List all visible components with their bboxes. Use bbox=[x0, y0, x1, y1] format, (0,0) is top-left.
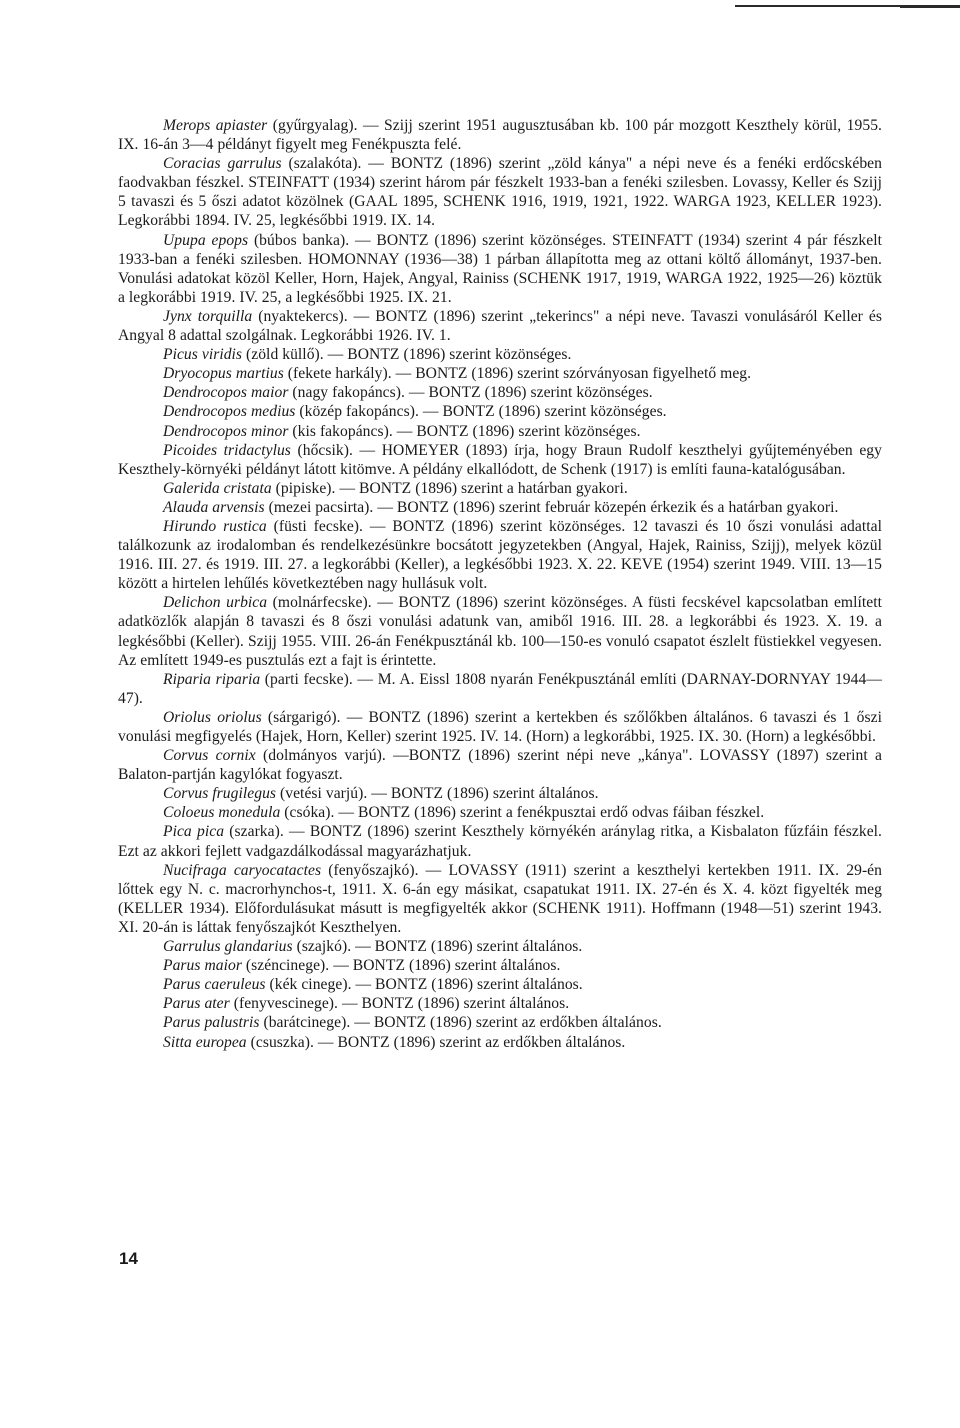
entry-text: (sárgarigó). — BONTZ (1896) szerint a kertekben és szőlőkben általános. 6 tavaszi és 1 őszi vonulási megfigyelés (Hajek, Horn, Keller) szerint 1925. IV. 14. (Horn) a legkorábbi, 1925. IX. 30. (Horn) a legkésőbbi. bbox=[118, 708, 882, 745]
entry-delichon-urbica bbox=[118, 593, 882, 669]
entry-dendrocopos-maior bbox=[118, 383, 882, 402]
species-name: Galerida cristata bbox=[163, 479, 272, 497]
entry-dendrocopos-minor bbox=[118, 422, 882, 441]
entry-text: (gyűrgyalag). — Szijj szerint 1951 augusztusában kb. 100 pár mozgott Keszthely körül, 1955. IX. 16-án 3—4 példányt figyelt meg Fenékpuszta felé. bbox=[118, 117, 882, 154]
entry-garrulus-glandarius bbox=[118, 937, 882, 956]
species-name: Dryocopus martius bbox=[163, 365, 284, 383]
entry-text: (kis fakopáncs). — BONTZ (1896) szerint közönséges. bbox=[288, 422, 641, 440]
species-name: Parus ater bbox=[163, 995, 230, 1013]
entry-picoides-tridactylus bbox=[118, 441, 882, 479]
entry-text: (szalakóta). — BONTZ (1896) szerint „zöld kánya" a népi neve és a fenéki erdőcskében faodvakban fészkel. STEINFATT (1934) szerint három pár fészkelt 1933-ban a fenéki szilesben. Lovassy, Keller és Szijj 5 tavaszi és 5 őszi adatot közölnek (GAAL 1895, SCHENK 1916, 1919, 1921, 1922. WARGA 1923, KELLER 1923). Legkorábbi 1894. IV. 25, legkésőbbi 1919. IX. 14. bbox=[118, 155, 882, 230]
entry-coracias-garrulus bbox=[118, 154, 882, 230]
entry-parus-caeruleus bbox=[118, 975, 882, 994]
entry-corvus-cornix bbox=[118, 746, 882, 784]
entry-merops-apiaster bbox=[118, 116, 882, 154]
entry-upupa-epops bbox=[118, 231, 882, 307]
species-name: Garrulus glandarius bbox=[163, 938, 293, 956]
entry-text: (csuszka). — BONTZ (1896) szerint az erdőkben általános. bbox=[246, 1033, 626, 1051]
species-name: Corvus cornix bbox=[163, 747, 256, 765]
entry-galerida-cristata bbox=[118, 479, 882, 498]
entry-sitta-europea bbox=[118, 1033, 882, 1052]
species-name: Nucifraga caryocatactes bbox=[163, 861, 322, 879]
entry-text: (füsti fecske). — BONTZ (1896) szerint közönséges. 12 tavaszi és 10 őszi vonulási adattal találkozunk az irodalomban és rendelkezésünkre bocsátott jegyzetekben (Angyal, Hajek, Rainiss, Szijj), melyek közül 1916. III. 27. és 1919. III. 27. a legkorábbi (Keller), a legkésőbbi 1923. X. 22. KEVE (1954) szerint 1949. VIII. 13—15 között a hirtelen lehűlés következtében nagy hullásuk volt. bbox=[118, 517, 882, 593]
entry-text: (szarka). — BONTZ (1896) szerint Keszthely környékén aránylag ritka, a Kisbalaton fűzfáin fészkel. Ezt az akkori fejlett vadgazdálkodással magyarázhatjuk. bbox=[118, 823, 882, 860]
entry-text: (nyaktekercs). — BONTZ (1896) szerint „tekerincs" a népi neve. Tavaszi vonulásáról Keller és Angyal 8 adattal szolgálnak. Legkorábbi 1926. IV. 1. bbox=[118, 307, 883, 345]
species-name: Alauda arvensis bbox=[163, 498, 265, 516]
entry-text: (fenyőszajkó). — LOVASSY (1911) szerint a keszthelyi kertekben 1911. IX. 29-én lőttek egy N. c. macrorhynchos-t, 1911. X. 6-án egy másikat, csapatukat 1911. IX. 27-én és X. 4. közt figyelték meg (KELLER 1934). Előfordulásukat másutt is megfigyelték akkor (SCHENK 1911). Hoffmann (1948—51) szerint 1943. XI. 20-án is láttak fenyőszajkót Keszthelyen. bbox=[118, 861, 883, 936]
entry-nucifraga-caryocatactes bbox=[118, 861, 882, 937]
entry-dendrocopos-medius bbox=[118, 402, 882, 421]
species-name: Riparia riparia bbox=[163, 670, 261, 688]
species-name: Parus caeruleus bbox=[163, 976, 266, 994]
entry-text: (búbos banka). — BONTZ (1896) szerint közönséges. STEINFATT (1934) szerint 4 pár fészkelt 1933-ban a fenéki szilesben. HOMONNAY (1936—38) 1 párban állapította meg az ottani költő állományt, 1937-ben. Vonulási adatokat közöl Keller, Horn, Hajek, Angyal, Rainiss (SCHENK 1917, 1919, WARGA 1922, 1925—26) köztük a legkorábbi 1919. IV. 25, a legkésőbbi 1925. IX. 21. bbox=[118, 231, 882, 306]
entry-alauda-arvensis bbox=[118, 498, 882, 517]
species-name: Pica pica bbox=[163, 823, 225, 841]
entry-coloeus-monedula bbox=[118, 803, 882, 822]
entry-dryocopus-martius bbox=[118, 364, 882, 383]
entry-hirundo-rustica bbox=[118, 517, 882, 593]
entry-parus-ater bbox=[118, 994, 882, 1013]
entry-text: (dolmányos varjú). —BONTZ (1896) szerint népi neve „kánya". LOVASSY (1897) szerint a Balaton-partján kagylókat fogyaszt. bbox=[118, 747, 882, 784]
entry-text: (közép fakopáncs). — BONTZ (1896) szerint közönséges. bbox=[295, 403, 667, 421]
entry-jynx-torquilla bbox=[118, 307, 882, 345]
top-rule-short bbox=[900, 7, 960, 8]
entry-text: (fekete harkály). — BONTZ (1896) szerint szórványosan figyelhető meg. bbox=[283, 365, 752, 383]
species-name: Dendrocopos minor bbox=[163, 422, 289, 440]
entry-picus-viridis bbox=[118, 345, 882, 364]
entry-parus-maior bbox=[118, 956, 882, 975]
species-name: Parus palustris bbox=[163, 1014, 260, 1032]
entry-corvus-frugilegus bbox=[118, 784, 882, 803]
entry-text: (fenyvescinege). — BONTZ (1896) szerint általános. bbox=[229, 995, 570, 1013]
species-name: Parus maior bbox=[163, 957, 242, 975]
entry-text: (mezei pacsirta). — BONTZ (1896) szerint február közepén érkezik és a határban gyakori. bbox=[264, 498, 839, 516]
species-name: Coloeus monedula bbox=[163, 804, 281, 822]
entry-text: (barátcinege). — BONTZ (1896) szerint az erdőkben általános. bbox=[259, 1014, 662, 1032]
species-name: Dendrocopos maior bbox=[163, 384, 289, 402]
entry-text: (vetési varjú). — BONTZ (1896) szerint általános. bbox=[276, 785, 599, 803]
species-name: Upupa epops bbox=[163, 231, 249, 249]
species-name: Corvus frugilegus bbox=[163, 785, 277, 803]
entry-text: (nagy fakopáncs). — BONTZ (1896) szerint közönséges. bbox=[288, 384, 653, 402]
entry-text: (pipiske). — BONTZ (1896) szerint a határban gyakori. bbox=[271, 479, 628, 497]
page-number: 14 bbox=[119, 1249, 138, 1268]
species-name: Coracias garrulus bbox=[163, 155, 282, 173]
species-name: Oriolus oriolus bbox=[163, 708, 262, 726]
entry-text: (zöld küllő). — BONTZ (1896) szerint közönséges. bbox=[242, 346, 572, 364]
species-name: Delichon urbica bbox=[163, 594, 268, 612]
entry-oriolus-oriolus bbox=[118, 708, 882, 746]
species-name: Hirundo rustica bbox=[163, 517, 267, 535]
species-name: Merops apiaster bbox=[163, 117, 268, 134]
species-name: Dendrocopos medius bbox=[163, 403, 296, 421]
page-body bbox=[118, 116, 882, 1052]
entry-riparia-riparia bbox=[118, 670, 882, 708]
entry-text: (kék cinege). — BONTZ (1896) szerint általános. bbox=[265, 976, 583, 994]
entry-text: (hőcsik). — HOMEYER (1893) írja, hogy Braun Rudolf keszthelyi gyűjteményében egy Keszthely-környéki példányt látott kitömve. A példány elkallódott, de Schenk (1917) is említi fauna-katalógusában. bbox=[118, 441, 883, 478]
entry-text: (csóka). — BONTZ (1896) szerint a fenékpusztai erdő odvas fáiban fészkel. bbox=[280, 804, 765, 822]
entry-text: (szajkó). — BONTZ (1896) szerint általános. bbox=[292, 938, 583, 956]
entry-text: (széncinege). — BONTZ (1896) szerint általános. bbox=[241, 957, 561, 975]
species-name: Jynx torquilla bbox=[163, 307, 253, 325]
species-name: Picoides tridactylus bbox=[163, 441, 291, 459]
entry-parus-palustris bbox=[118, 1013, 882, 1032]
entry-text: (molnárfecske). — BONTZ (1896) szerint közönséges. A füsti fecskével kapcsolatban említett adatközlők alapján 8 tavaszi és 8 őszi vonulási adatunk van, amiből 1916. III. 28. a legkorábbi és 1923. X. 19. a legkésőbbi (Keller). Szijj 1955. VIII. 26-án Fenékpusztánál kb. 100—150-es vonuló csapatot észlelt füstiekkel vegyesen. Az említett 1949-es pusztulás ezt a fajt is érintette. bbox=[118, 594, 882, 669]
species-name: Picus viridis bbox=[163, 346, 243, 364]
entry-text: (parti fecske). — M. A. Eissl 1808 nyarán Fenékpusztánál említi (DARNAY-DORNYAY 1944—47). bbox=[118, 670, 882, 707]
species-name: Sitta europea bbox=[163, 1033, 247, 1051]
entry-pica-pica bbox=[118, 822, 882, 860]
